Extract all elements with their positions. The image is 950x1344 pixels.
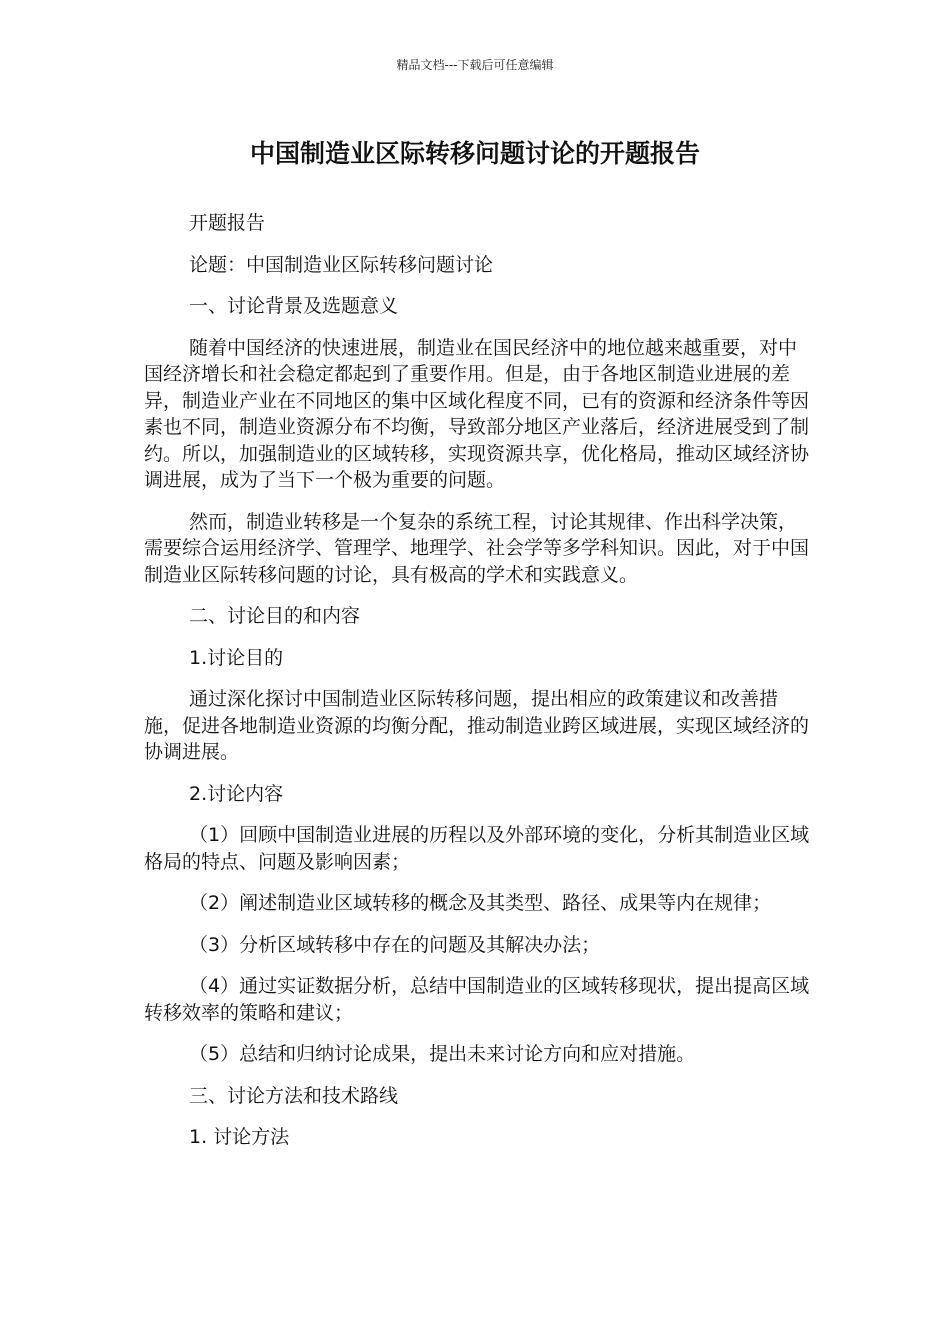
- subheading-methods: 1. 讨论方法: [189, 1126, 290, 1148]
- paragraph-background: 随着中国经济的快速进展，制造业在国民经济中的地位越来越重要，对中国经济增长和社会稳定都起到了重要作用。但是，由于各地区制造业进展的差异，制造业产业在不同地区的集中区域化程度不同，已有的资源和经济条件等因素也不同，制造业资源分布不均衡，导致部分地区产业落后，经济进展受到了制约。所以，加强制造业的区域转移，实现资源共享，优化格局，推动区域经济协调进展，成为了当下一个极为重要的问题。: [144, 336, 810, 491]
- content-item-5: （5）总结和归纳讨论成果，提出未来讨论方向和应对措施。: [189, 1043, 696, 1065]
- section-heading-purpose-content: 二、讨论目的和内容: [189, 605, 361, 627]
- paragraph-significance: 然而，制造业转移是一个复杂的系统工程，讨论其规律、作出科学决策，需要综合运用经济学、管理学、地理学、社会学等多学科知识。因此，对于中国制造业区际转移问题的讨论，具有极高的学术和实践意义。: [144, 510, 810, 586]
- subheading-purpose: 1.讨论目的: [189, 646, 284, 669]
- section-heading-background: 一、讨论背景及选题意义: [189, 295, 399, 317]
- section-heading-methods: 三、讨论方法和技术路线: [189, 1084, 399, 1107]
- document-title: 中国制造业区际转移问题讨论的开题报告: [249, 139, 700, 168]
- content-item-3: （3）分析区域转移中存在的问题及其解决办法；: [189, 933, 601, 956]
- subheading-content: 2.讨论内容: [189, 782, 284, 805]
- paragraph-report-label: 开题报告: [189, 212, 266, 234]
- content-item-2: （2）阐述制造业区域转移的概念及其类型、路径、成果等内在规律；: [189, 892, 772, 914]
- paragraph-topic: 论题：中国制造业区际转移问题讨论: [189, 253, 494, 276]
- content-item-4: （4）通过实证数据分析，总结中国制造业的区域转移现状，提出提高区域转移效率的策略和建议；: [144, 975, 810, 1024]
- document-body: [144, 210, 814, 1166]
- paragraph-purpose: 通过深化探讨中国制造业区际转移问题，提出相应的政策建议和改善措施，促进各地制造业资源的均衡分配，推动制造业跨区域进展，实现区域经济的协调进展。: [144, 688, 810, 763]
- page-header: 精品文档---下载后可任意编辑: [396, 58, 554, 72]
- content-item-1: （1）回顾中国制造业进展的历程以及外部环境的变化，分析其制造业区域格局的特点、问题及影响因素；: [144, 824, 810, 873]
